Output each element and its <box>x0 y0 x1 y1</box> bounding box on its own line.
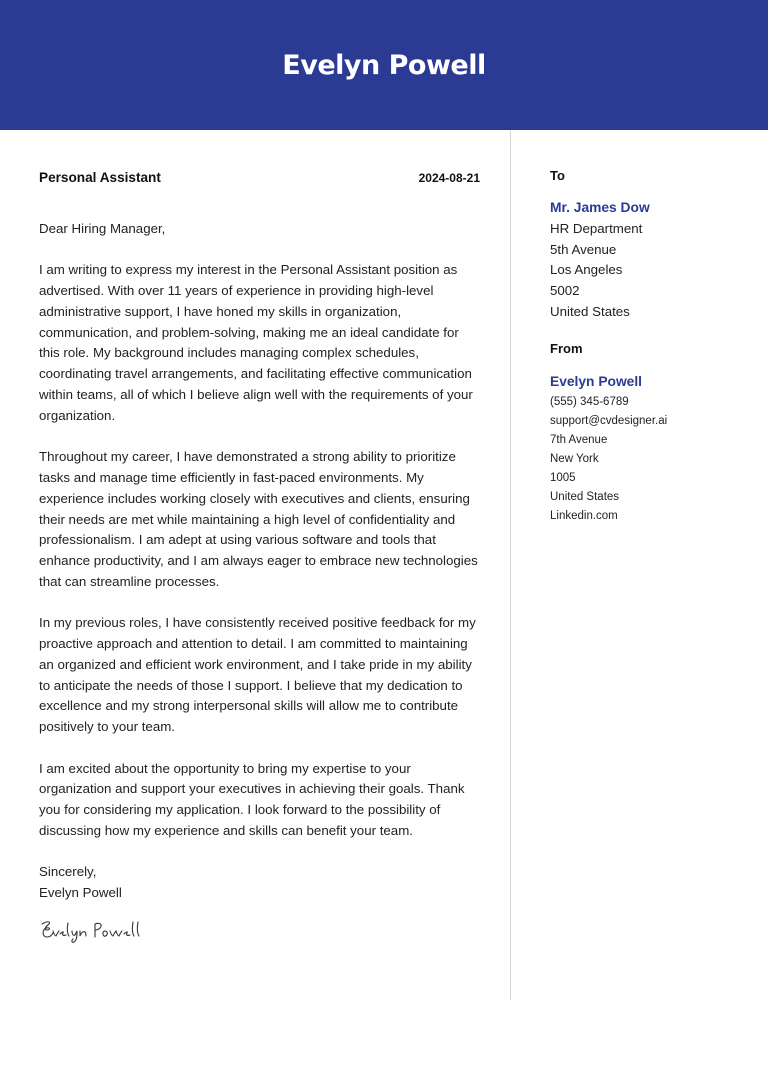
paragraph-3: In my previous roles, I have consistently received positive feedback for my proactive approach and attention to detail. I am committed to maintaining an organized and efficient work environment, and I take pride in my ability to anticipate the needs of those I support. I believe that my dedication to excellence and my strong interpersonal skills will allow me to contribute positively to your team. <box>39 615 476 735</box>
applicant-name: Evelyn Powell <box>282 49 486 81</box>
sender-email[interactable]: support@cvdesigner.ai <box>550 414 668 427</box>
sender-phone[interactable]: (555) 345-6789 <box>550 395 629 408</box>
to-label: To <box>550 168 565 183</box>
paragraph-1: I am writing to express my interest in the Personal Assistant position as advertised. With over 11 years of experience in providing high-level administrative support, I have honed my skills in organization, communication, and problem-solving, making me an ideal candidate for this role. My background includes managing complex schedules, coordinating travel arrangements, and facilitating effective communication within teams, all of which I believe align well with the requirements of your organization. <box>39 262 473 423</box>
paragraph-4: I am excited about the opportunity to bring my expertise to your organization and support your executives in achieving their goals. Thank you for considering my application. I look forward to the possibility of discussing how my experience and skills can benefit your team. <box>39 760 465 838</box>
recipient-street: 5th Avenue <box>550 241 617 257</box>
closing <box>39 862 480 904</box>
address-column <box>550 168 750 526</box>
header-banner <box>0 0 768 130</box>
recipient-zip: 5002 <box>550 283 580 299</box>
closing-name: Evelyn Powell <box>39 885 122 901</box>
sender-linkedin[interactable]: Linkedin.com <box>550 509 618 522</box>
recipient-block <box>550 198 750 323</box>
letter-date: 2024-08-21 <box>418 171 480 185</box>
from-label: From <box>550 340 583 356</box>
paragraph-2: Throughout my career, I have demonstrated a strong ability to prioritize tasks and manage time efficiently in fast-paced environments. My experience includes working closely with executives and clients, ensuring their needs are met while maintaining a high level of confidentiality and professionalism. I am adept at using various software and tools that enhance productivity, and I am always eager to embrace new technologies that can streamline processes. <box>39 449 478 589</box>
sender-zip: 1005 <box>550 471 576 484</box>
sender-street: 7th Avenue <box>550 433 608 446</box>
letter-body <box>39 168 480 944</box>
greeting: Dear Hiring Manager, <box>39 221 166 236</box>
recipient-city: Los Angeles <box>550 262 623 278</box>
column-divider <box>510 130 511 1000</box>
position-title: Personal Assistant <box>39 170 161 185</box>
recipient-department: HR Department <box>550 220 643 236</box>
recipient-name: Mr. James Dow <box>550 200 650 215</box>
handwritten-signature <box>39 918 149 944</box>
letter-meta <box>39 168 480 188</box>
sender-name: Evelyn Powell <box>550 373 643 389</box>
sender-city: New York <box>550 452 599 465</box>
recipient-country: United States <box>550 303 630 319</box>
sender-country: United States <box>550 490 620 503</box>
sender-block <box>550 371 750 526</box>
closing-salutation: Sincerely, <box>39 864 97 880</box>
